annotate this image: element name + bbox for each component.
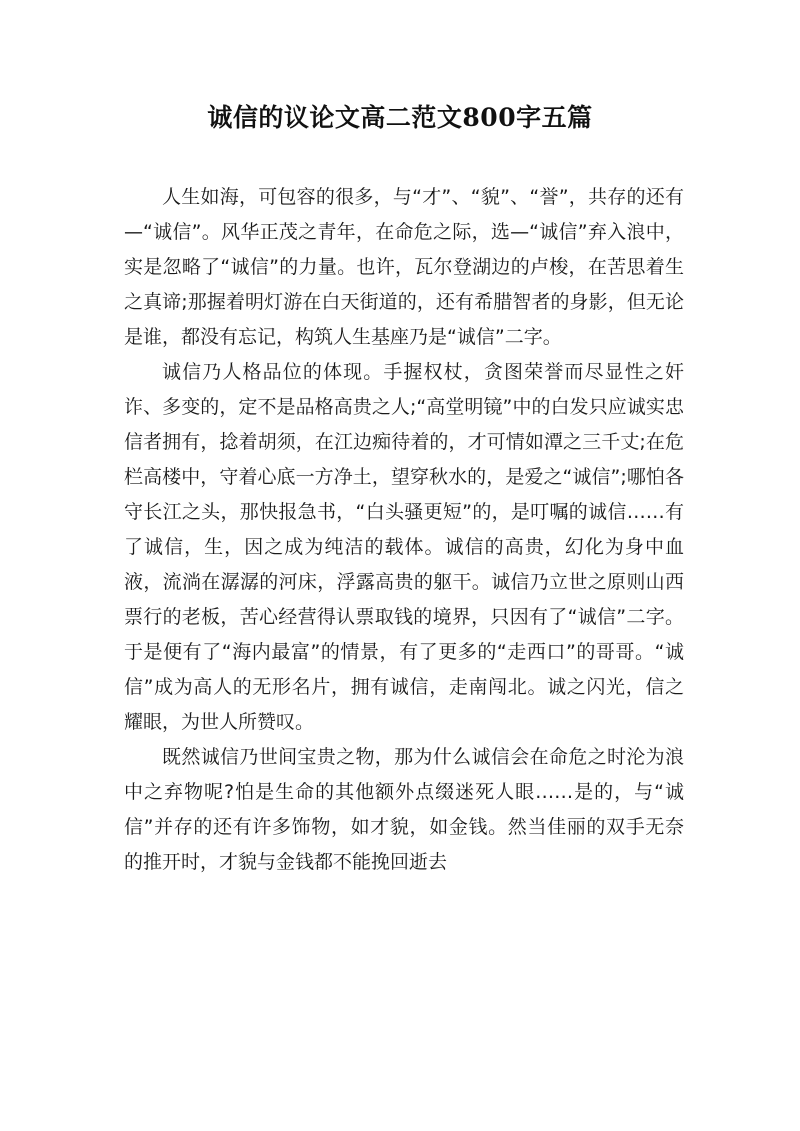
paragraph-1: 人生如海，可包容的很多，与“才”、“貌”、“誉”，共存的还有—“诚信”。风华正茂之青年，在命危之际，选—“诚信”弃入浪中，实是忽略了“诚信”的力量。也许，瓦尔登湖边的卢梭，在苦思着生之真谛;那握着明灯游在白天街道的，还有希腊智者的身影，但无论是谁，都没有忘记，构筑人生基座乃是“诚信”二字。 <box>124 186 684 348</box>
document-body <box>124 180 684 880</box>
document-title: 诚信的议论文高二范文800字五篇 <box>207 103 593 132</box>
paragraph-3: 既然诚信乃世间宝贵之物，那为什么诚信会在命危之时沦为浪中之弃物呢?怕是生命的其他额外点缀迷死人眼……是的，与“诚信”并存的还有许多饰物，如才貌，如金钱。然当佳丽的双手无奈的推开时，才貌与金钱都不能挽回逝去 <box>124 746 684 873</box>
paragraph-2: 诚信乃人格品位的体现。手握权杖，贪图荣誉而尽显性之奸诈、多变的，定不是品格高贵之人;“高堂明镜”中的白发只应诚实忠信者拥有，捻着胡须，在江边痴待着的，才可情如潭之三千丈;在危栏高楼中，守着心底一方净土，望穿秋水的，是爱之“诚信”;哪怕各守长江之头，那快报急书，“白头骚更短”的，是叮嘱的诚信……有了诚信，生，因之成为纯洁的载体。诚信的高贵，幻化为身中血液，流淌在潺潺的河床，浮露高贵的躯干。诚信乃立世之原则山西票行的老板，苦心经营得认票取钱的境界，只因有了“诚信”二字。于是便有了“海内最富”的情景，有了更多的“走西口”的哥哥。“诚信”成为高人的无形名片，拥有诚信，走南闯北。诚之闪光，信之耀眼，为世人所赞叹。 <box>124 361 684 733</box>
